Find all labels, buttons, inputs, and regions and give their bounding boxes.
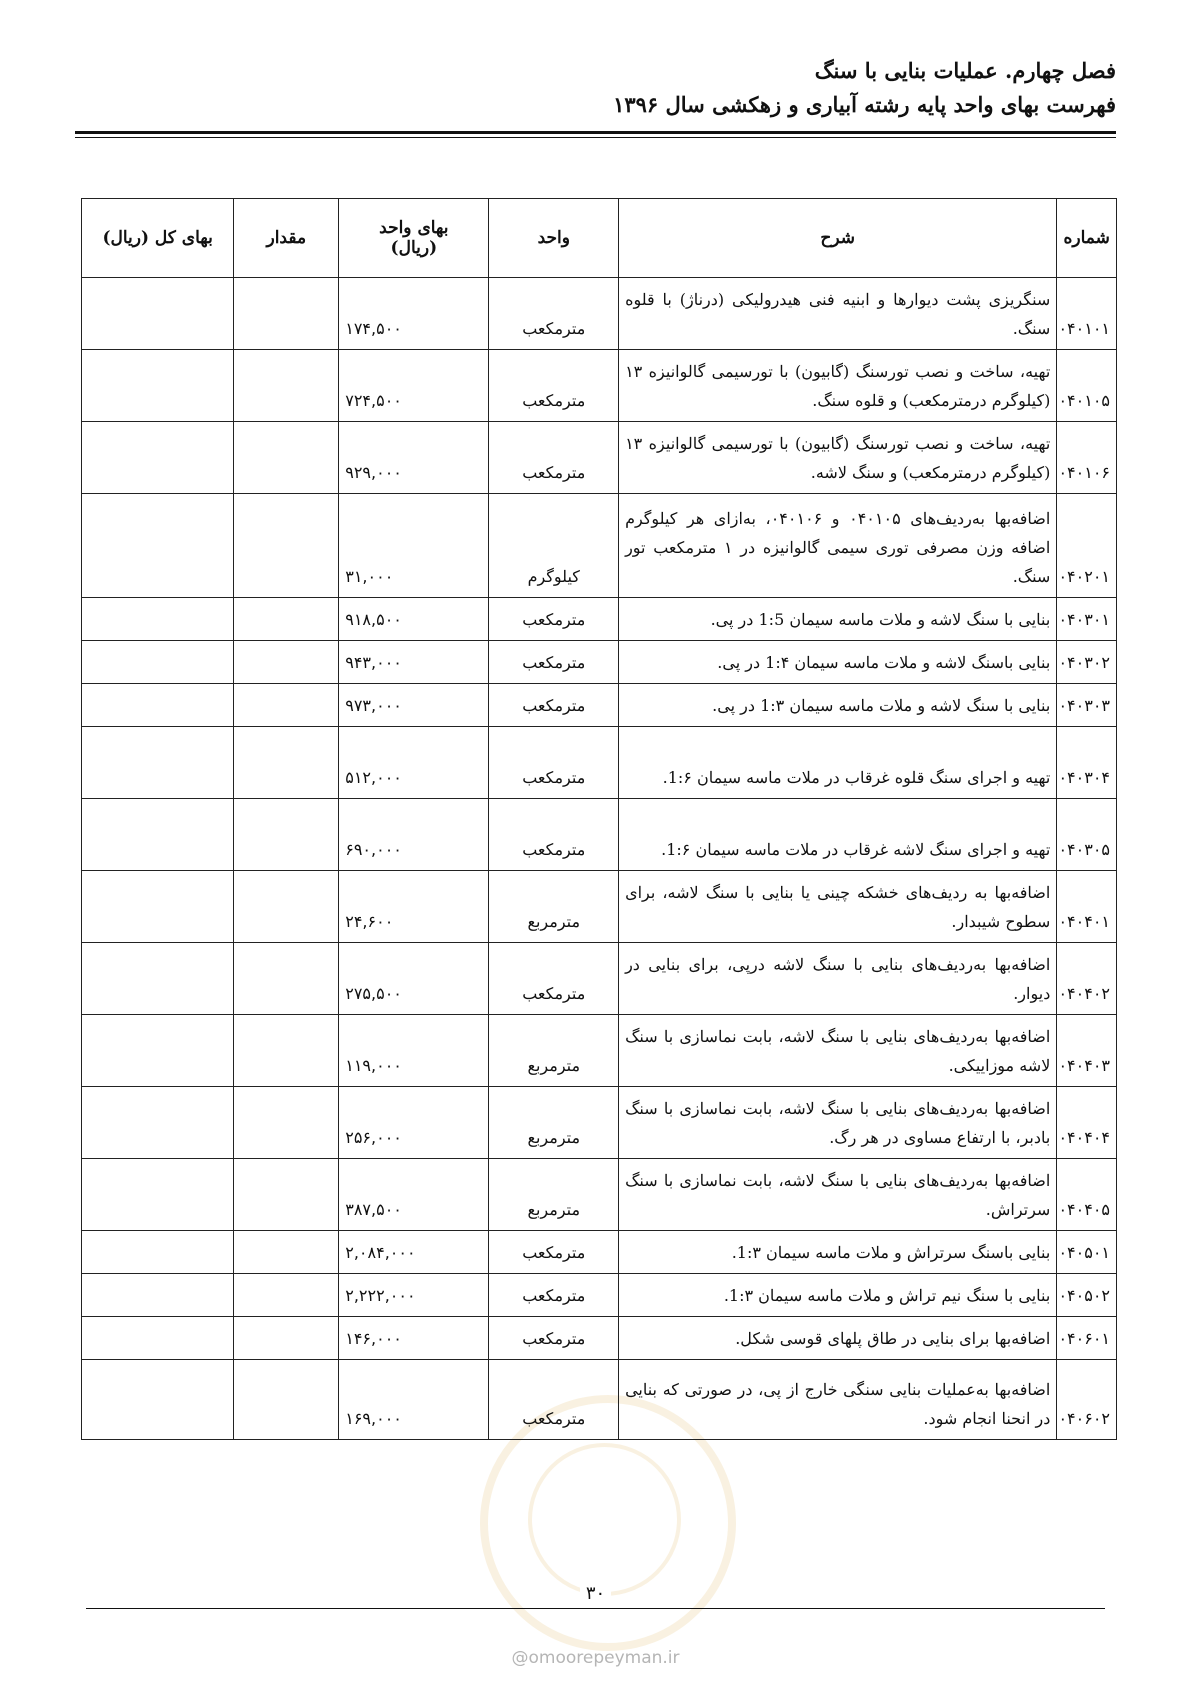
row-unit: مترمکعب	[489, 422, 619, 494]
row-code: ۰۴۰۳۰۲	[1057, 641, 1117, 684]
row-code: ۰۴۰۴۰۴	[1057, 1087, 1117, 1159]
row-quantity	[234, 943, 339, 1015]
row-description: بنایی با سنگ نیم تراش و ملات ماسه سیمان 1:۳.	[619, 1274, 1057, 1317]
row-code: ۰۴۰۴۰۵	[1057, 1159, 1117, 1231]
row-code: ۰۴۰۴۰۱	[1057, 871, 1117, 943]
row-total	[82, 1159, 234, 1231]
row-total	[82, 598, 234, 641]
unit-price-header-line1: بهای واحد	[379, 218, 449, 238]
row-description: بنایی با سنگ لاشه و ملات ماسه سیمان 1:۳ در پی.	[619, 684, 1057, 727]
row-total	[82, 1087, 234, 1159]
row-description: اضافه‌بها به‌ردیف‌های بنایی با سنگ لاشه، بابت نماسازی با سنگ سرتراش.	[619, 1159, 1057, 1231]
row-total	[82, 641, 234, 684]
row-quantity	[234, 1274, 339, 1317]
row-description: اضافه‌بها به‌ردیف‌های بنایی با سنگ لاشه، بابت نماسازی با سنگ لاشه موزاییکی.	[619, 1015, 1057, 1087]
row-unit-price: ۹۲۹,۰۰۰	[339, 422, 489, 494]
row-description: تهیه و اجرای سنگ قلوه غرقاب در ملات ماسه سیمان 1:۶.	[619, 727, 1057, 799]
row-total	[82, 278, 234, 350]
row-description: اضافه‌بها به‌ردیف‌های ۰۴۰۱۰۵ و ۰۴۰۱۰۶، به‌ازای هر کیلوگرم اضافه وزن مصرفی توری سیمی گالوانیزه در ۱ مترمکعب تور سنگ.	[619, 494, 1057, 598]
row-unit: مترمکعب	[489, 1317, 619, 1360]
table-header-row	[82, 199, 1117, 278]
row-unit-price: ۳۸۷,۵۰۰	[339, 1159, 489, 1231]
row-quantity	[234, 1231, 339, 1274]
row-description: تهیه و اجرای سنگ لاشه غرقاب در ملات ماسه سیمان 1:۶.	[619, 799, 1057, 871]
table-row	[82, 1159, 1117, 1231]
row-unit-price: ۹۱۸,۵۰۰	[339, 598, 489, 641]
row-unit-price: ۱۴۶,۰۰۰	[339, 1317, 489, 1360]
row-quantity	[234, 684, 339, 727]
row-unit-price: ۲۷۵,۵۰۰	[339, 943, 489, 1015]
row-quantity	[234, 350, 339, 422]
row-description: اضافه‌بها به ردیف‌های خشکه چینی یا بنایی با سنگ لاشه، برای سطوح شیبدار.	[619, 871, 1057, 943]
table-row	[82, 641, 1117, 684]
row-unit-price: ۳۱,۰۰۰	[339, 494, 489, 598]
row-unit-price: ۲۴,۶۰۰	[339, 871, 489, 943]
row-total	[82, 1015, 234, 1087]
row-unit-price: ۱۷۴,۵۰۰	[339, 278, 489, 350]
row-unit: مترمکعب	[489, 727, 619, 799]
row-description: اضافه‌بها به‌ردیف‌های بنایی با سنگ لاشه، بابت نماسازی با سنگ بادبر، با ارتفاع مساوی در هر رگ.	[619, 1087, 1057, 1159]
table-row	[82, 494, 1117, 598]
row-code: ۰۴۰۱۰۱	[1057, 278, 1117, 350]
row-unit: مترمکعب	[489, 278, 619, 350]
row-total	[82, 422, 234, 494]
column-header-unit-price	[339, 199, 489, 278]
row-code: ۰۴۰۴۰۲	[1057, 943, 1117, 1015]
row-description: اضافه‌بها به‌عملیات بنایی سنگی خارج از پی، در صورتی که بنایی در انحنا انجام شود.	[619, 1360, 1057, 1440]
header-rule-thick	[75, 131, 1116, 134]
list-title: فهرست بهای واحد پایه رشته آبیاری و زهکشی سال ۱۳۹۶	[613, 92, 1116, 117]
row-description: بنایی با سنگ لاشه و ملات ماسه سیمان 1:5 در پی.	[619, 598, 1057, 641]
price-table	[81, 198, 1117, 1440]
row-quantity	[234, 799, 339, 871]
row-code: ۰۴۰۲۰۱	[1057, 494, 1117, 598]
row-total	[82, 1317, 234, 1360]
row-quantity	[234, 422, 339, 494]
table-row	[82, 278, 1117, 350]
column-header-code: شماره	[1057, 199, 1117, 278]
row-total	[82, 1360, 234, 1440]
row-quantity	[234, 494, 339, 598]
row-quantity	[234, 1015, 339, 1087]
row-total	[82, 727, 234, 799]
page-header	[613, 54, 1116, 122]
row-unit-price: ۵۱۲,۰۰۰	[339, 727, 489, 799]
row-quantity	[234, 727, 339, 799]
row-unit: مترمکعب	[489, 684, 619, 727]
row-unit: مترمکعب	[489, 350, 619, 422]
row-unit: مترمکعب	[489, 943, 619, 1015]
row-unit: مترمکعب	[489, 641, 619, 684]
table-row	[82, 799, 1117, 871]
table-row	[82, 1231, 1117, 1274]
row-unit: مترمکعب	[489, 1360, 619, 1440]
row-description: اضافه‌بها برای بنایی در طاق پلهای قوسی شکل.	[619, 1317, 1057, 1360]
row-code: ۰۴۰۳۰۴	[1057, 727, 1117, 799]
row-quantity	[234, 598, 339, 641]
row-unit: کیلوگرم	[489, 494, 619, 598]
column-header-unit: واحد	[489, 199, 619, 278]
table-row	[82, 350, 1117, 422]
row-code: ۰۴۰۶۰۲	[1057, 1360, 1117, 1440]
row-unit: مترمکعب	[489, 1274, 619, 1317]
row-code: ۰۴۰۵۰۲	[1057, 1274, 1117, 1317]
row-description: بنایی باسنگ لاشه و ملات ماسه سیمان 1:۴ در پی.	[619, 641, 1057, 684]
page-number	[0, 1583, 1191, 1604]
column-header-total: بهای کل (ریال)	[82, 199, 234, 278]
row-quantity	[234, 278, 339, 350]
row-unit: مترمربع	[489, 1159, 619, 1231]
table-row	[82, 422, 1117, 494]
row-total	[82, 799, 234, 871]
footer-rule	[86, 1608, 1105, 1609]
table-row	[82, 1087, 1117, 1159]
header-rule-thin	[75, 137, 1116, 138]
row-code: ۰۴۰۱۰۵	[1057, 350, 1117, 422]
table-row	[82, 1317, 1117, 1360]
row-total	[82, 943, 234, 1015]
row-unit-price: ۲۵۶,۰۰۰	[339, 1087, 489, 1159]
row-description: اضافه‌بها به‌ردیف‌های بنایی با سنگ لاشه درپی، برای بنایی در دیوار.	[619, 943, 1057, 1015]
row-unit-price: ۹۴۳,۰۰۰	[339, 641, 489, 684]
table-row	[82, 871, 1117, 943]
chapter-title: فصل چهارم. عملیات بنایی با سنگ	[814, 58, 1116, 83]
row-total	[82, 684, 234, 727]
table-row	[82, 1360, 1117, 1440]
row-quantity	[234, 1159, 339, 1231]
row-unit: مترمکعب	[489, 799, 619, 871]
row-unit-price: ۲,۲۲۲,۰۰۰	[339, 1274, 489, 1317]
row-description: بنایی باسنگ سرتراش و ملات ماسه سیمان 1:۳.	[619, 1231, 1057, 1274]
table-row	[82, 1015, 1117, 1087]
row-total	[82, 1231, 234, 1274]
table-row	[82, 943, 1117, 1015]
row-unit: مترمکعب	[489, 598, 619, 641]
row-code: ۰۴۰۵۰۱	[1057, 1231, 1117, 1274]
site-watermark-text: @omoorepeyman.ir	[511, 1648, 680, 1668]
table-row	[82, 684, 1117, 727]
row-unit-price: ۷۲۴,۵۰۰	[339, 350, 489, 422]
row-code: ۰۴۰۱۰۶	[1057, 422, 1117, 494]
row-code: ۰۴۰۳۰۳	[1057, 684, 1117, 727]
row-quantity	[234, 641, 339, 684]
row-unit-price: ۱۶۹,۰۰۰	[339, 1360, 489, 1440]
row-unit: مترمربع	[489, 1015, 619, 1087]
table-row	[82, 598, 1117, 641]
row-quantity	[234, 871, 339, 943]
table-row	[82, 727, 1117, 799]
row-code: ۰۴۰۶۰۱	[1057, 1317, 1117, 1360]
row-quantity	[234, 1360, 339, 1440]
row-description: سنگریزی پشت دیوارها و ابنیه فنی هیدرولیکی (درناژ) با قلوه سنگ.	[619, 278, 1057, 350]
row-total	[82, 1274, 234, 1317]
row-unit: مترمربع	[489, 1087, 619, 1159]
row-quantity	[234, 1317, 339, 1360]
table-row	[82, 1274, 1117, 1317]
row-code: ۰۴۰۳۰۵	[1057, 799, 1117, 871]
column-header-quantity: مقدار	[234, 199, 339, 278]
row-code: ۰۴۰۳۰۱	[1057, 598, 1117, 641]
row-unit-price: ۲,۰۸۴,۰۰۰	[339, 1231, 489, 1274]
row-total	[82, 871, 234, 943]
row-unit-price: ۱۱۹,۰۰۰	[339, 1015, 489, 1087]
row-description: تهیه، ساخت و نصب تورسنگ (گابیون) با تورسیمی گالوانیزه ۱۳ (کیلوگرم درمترمکعب) و قلوه سنگ.	[619, 350, 1057, 422]
page-number-text: ۳۰	[580, 1583, 611, 1604]
unit-price-header-line2: (ریال)	[390, 238, 438, 258]
row-total	[82, 350, 234, 422]
row-unit: مترمربع	[489, 871, 619, 943]
row-total	[82, 494, 234, 598]
row-unit-price: ۹۷۳,۰۰۰	[339, 684, 489, 727]
row-quantity	[234, 1087, 339, 1159]
row-code: ۰۴۰۴۰۳	[1057, 1015, 1117, 1087]
column-header-description: شرح	[619, 199, 1057, 278]
row-unit: مترمکعب	[489, 1231, 619, 1274]
row-description: تهیه، ساخت و نصب تورسنگ (گابیون) با تورسیمی گالوانیزه ۱۳ (کیلوگرم درمترمکعب) و سنگ لاشه.	[619, 422, 1057, 494]
row-unit-price: ۶۹۰,۰۰۰	[339, 799, 489, 871]
